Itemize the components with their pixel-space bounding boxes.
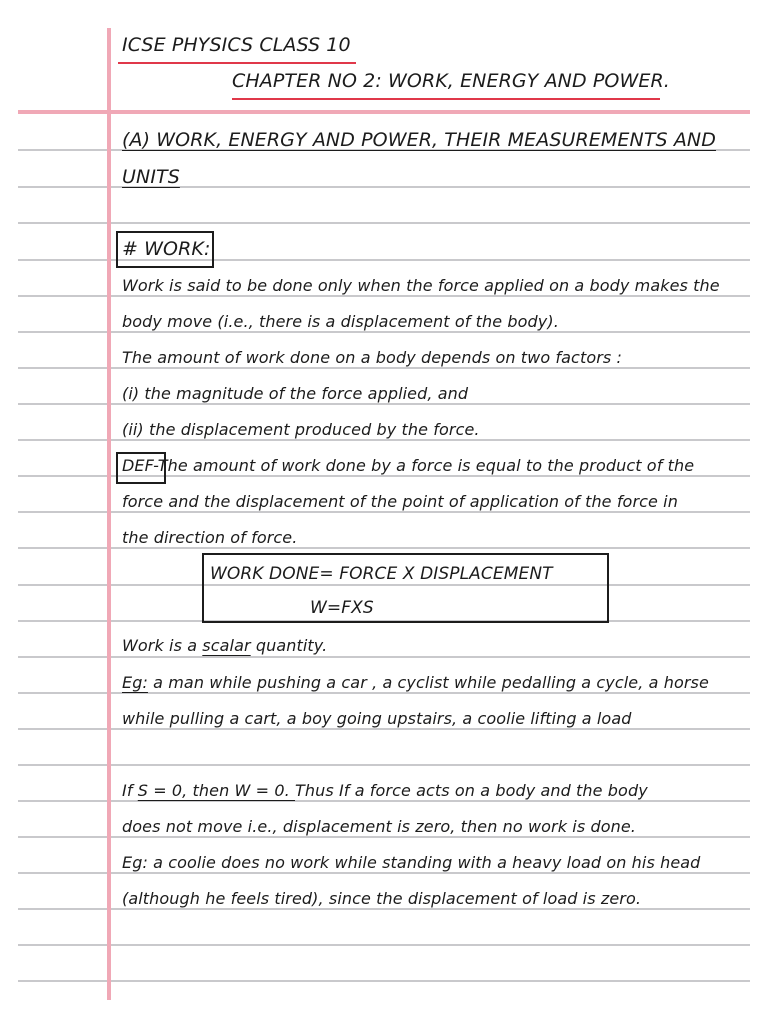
definition-text: -The amount of work done by a force is equal to the product of the [153,456,695,475]
definition-line: the direction of force. [122,528,298,547]
ruled-line [18,511,750,513]
scalar-word: scalar [202,636,251,655]
course-title: ICSE PHYSICS CLASS 10 [122,34,351,56]
intro-line: (ii) the displacement produced by the force. [122,420,480,439]
formula-text: WORK DONE= FORCE X DISPLACEMENT [210,564,553,584]
ruled-line [18,692,750,694]
definition-line: force and the displacement of the point of application of the force in [122,492,678,511]
ruled-line [18,728,750,730]
zero-line: (although he feels tired), since the displacement of load is zero. [122,889,642,908]
section-heading: (A) WORK, ENERGY AND POWER, THEIR MEASUREMENTS AND [122,129,716,151]
zero-prefix: If [122,781,138,800]
example-label: Eg: [122,673,148,692]
chapter-title: CHAPTER NO 2: WORK, ENERGY AND POWER. [232,70,670,92]
chapter-title-underline [232,98,660,100]
intro-line: Work is said to be done only when the force applied on a body makes the [122,276,720,295]
intro-line: The amount of work done on a body depends on two factors : [122,348,623,367]
ruled-line [18,403,750,405]
ruled-line [18,331,750,333]
scalar-after: quantity. [250,636,328,655]
section-heading-cont: UNITS [122,166,180,188]
ruled-line [18,944,750,946]
zero-rest: Thus If a force acts on a body and the body [294,781,648,800]
course-title-underline [118,62,356,64]
intro-line: (i) the magnitude of the force applied, and [122,384,469,403]
def-tag: DEF [122,456,154,475]
formula-equation: W=FXS [310,598,374,618]
ruled-line [18,980,750,982]
ruled-line [18,222,750,224]
ruled-line [18,439,750,441]
ruled-line [18,908,750,910]
zero-line [122,781,648,800]
example-text: a man while pushing a car , a cyclist while pedalling a cycle, a horse [147,673,709,692]
scalar-line [122,636,327,655]
header-rule [18,110,750,114]
ruled-line [18,836,750,838]
ruled-line [18,367,750,369]
ruled-line [18,800,750,802]
zero-condition: S = 0, then W = 0. [137,781,295,800]
ruled-line [18,547,750,549]
example-line: while pulling a cart, a boy going upstairs, a coolie lifting a load [122,709,632,728]
ruled-line [18,872,750,874]
intro-line: body move (i.e., there is a displacement of the body). [122,312,559,331]
example-line [122,673,709,692]
ruled-line [18,656,750,658]
work-heading: # WORK: [122,238,211,260]
ruled-line [18,295,750,297]
definition-line [122,456,694,475]
zero-line: does not move i.e., displacement is zero, then no work is done. [122,817,636,836]
zero-line: Eg: a coolie does no work while standing with a heavy load on his head [122,853,701,872]
margin-line [107,28,111,1000]
scalar-before: Work is a [122,636,203,655]
ruled-line [18,764,750,766]
